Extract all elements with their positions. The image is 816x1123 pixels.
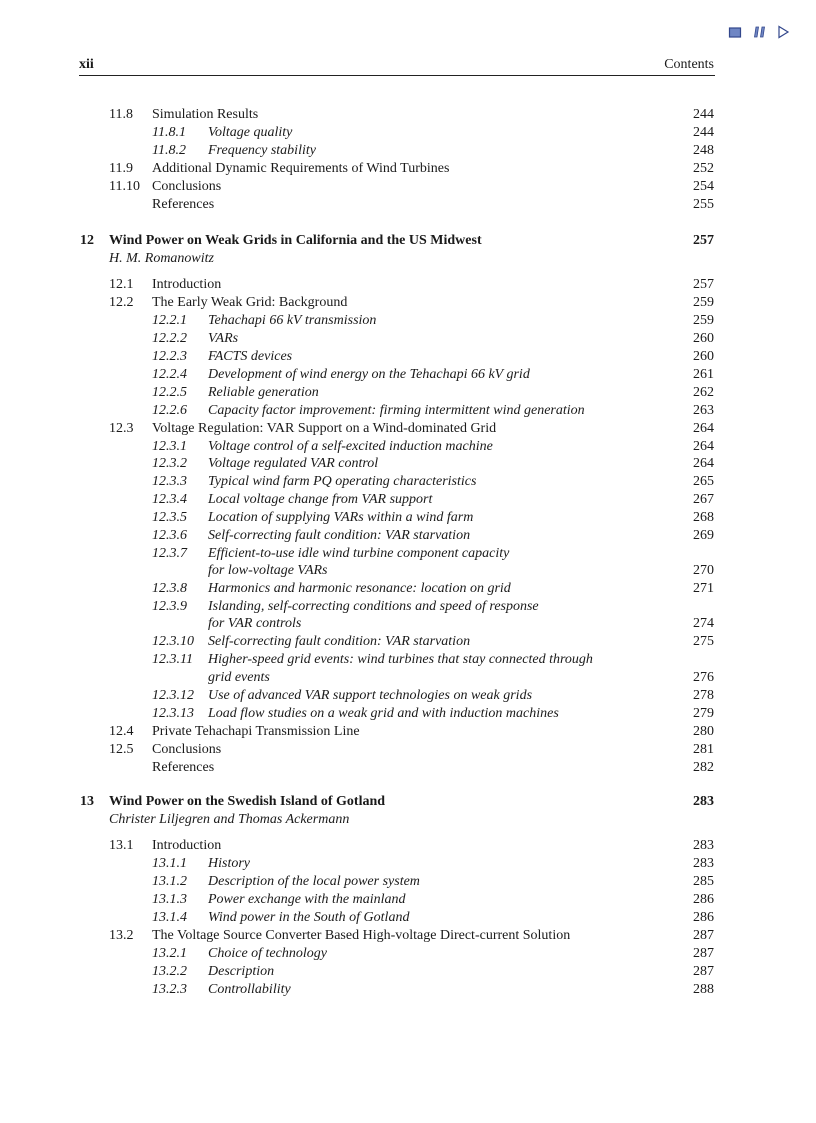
entry-number: 12.3.5 (152, 510, 187, 525)
entry-page-number: 261 (693, 367, 714, 382)
entry-page-number: 287 (693, 928, 714, 943)
entry-page-number: 286 (693, 910, 714, 925)
entry-title: Reliable generation (208, 385, 319, 400)
entry-page-number: 265 (693, 474, 714, 489)
entry-page-number: 264 (693, 439, 714, 454)
entry-number: 12.2.3 (152, 349, 187, 364)
first-page-icon[interactable] (728, 24, 742, 40)
toc-entry[interactable] (0, 963, 816, 981)
entry-page-number: 276 (693, 670, 714, 685)
entry-number: 12.3.6 (152, 528, 187, 543)
entry-number: 12.3.8 (152, 581, 187, 596)
toc-chapter-entry[interactable] (0, 793, 816, 811)
entry-number: 12.5 (109, 742, 134, 757)
entry-title: Load flow studies on a weak grid and with induction machines (208, 706, 559, 721)
entry-title: Self-correcting fault condition: VAR starvation (208, 528, 471, 543)
entry-page-number: 270 (693, 563, 714, 578)
entry-title: for VAR controls (208, 616, 302, 631)
entry-title: Conclusions (152, 179, 222, 194)
toc-entry[interactable] (0, 491, 816, 509)
toc-entry[interactable] (0, 945, 816, 963)
entry-page-number: 280 (693, 724, 714, 739)
toc-entry[interactable] (0, 420, 816, 438)
toc-entry[interactable] (0, 598, 816, 616)
toc-entry[interactable] (0, 981, 816, 999)
toc-entry[interactable] (0, 106, 816, 124)
entry-title: Introduction (152, 838, 222, 853)
entry-title: Location of supplying VARs within a wind farm (208, 510, 474, 525)
entry-title: Higher-speed grid events: wind turbines that stay connected through (208, 652, 593, 667)
entry-title: FACTS devices (208, 349, 293, 364)
toc-entry[interactable] (0, 562, 816, 580)
entry-title: Typical wind farm PQ operating characteristics (208, 474, 477, 489)
toc-entry[interactable] (0, 294, 816, 312)
entry-title: Self-correcting fault condition: VAR starvation (208, 634, 471, 649)
toc-entry[interactable] (0, 509, 816, 527)
entry-page-number: 254 (693, 179, 714, 194)
entry-page-number: 275 (693, 634, 714, 649)
entry-number: 12.2.5 (152, 385, 187, 400)
entry-number: 11.9 (109, 161, 133, 176)
toc-entry[interactable] (0, 837, 816, 855)
toc-entry[interactable] (0, 669, 816, 687)
entry-number: 12.2 (109, 295, 134, 310)
entry-page-number: 264 (693, 456, 714, 471)
entry-number: 12.3.12 (152, 688, 194, 703)
entry-page-number: 260 (693, 331, 714, 346)
entry-title: Description of the local power system (208, 874, 420, 889)
page-number: xii (79, 57, 94, 72)
entry-title: Description (208, 964, 275, 979)
entry-page-number: 260 (693, 349, 714, 364)
entry-number: 12.2.6 (152, 403, 187, 418)
entry-number: 12.3.3 (152, 474, 187, 489)
entry-page-number: 257 (693, 233, 714, 248)
entry-page-number: 278 (693, 688, 714, 703)
entry-title: Conclusions (152, 742, 222, 757)
toc-entry[interactable] (0, 741, 816, 759)
entry-number: 11.10 (109, 179, 140, 194)
entry-number: 12.3.1 (152, 439, 187, 454)
entry-number: 13.2.2 (152, 964, 187, 979)
entry-title: Harmonics and harmonic resonance: location on grid (208, 581, 511, 596)
toc-entry[interactable] (0, 160, 816, 178)
viewer-nav-controls (726, 24, 792, 40)
entry-page-number: 244 (693, 107, 714, 122)
entry-number: 12 (80, 233, 94, 248)
entry-page-number: 287 (693, 964, 714, 979)
entry-number: 12.2.4 (152, 367, 187, 382)
entry-title: Tehachapi 66 kV transmission (208, 313, 377, 328)
entry-number: 12.3.4 (152, 492, 187, 507)
toc-entry[interactable] (0, 891, 816, 909)
entry-title: Choice of technology (208, 946, 327, 961)
toc-author-line (0, 250, 816, 268)
entry-number: 12.4 (109, 724, 134, 739)
entry-number: 13.1.2 (152, 874, 187, 889)
toc-entry[interactable] (0, 580, 816, 598)
entry-title: Efficient-to-use idle wind turbine component capacity (208, 546, 510, 561)
entry-title: VARs (208, 331, 239, 346)
entry-page-number: 281 (693, 742, 714, 757)
entry-page-number: 259 (693, 313, 714, 328)
entry-page-number: 283 (693, 856, 714, 871)
toc-entry[interactable] (0, 455, 816, 473)
entry-page-number: 283 (693, 838, 714, 853)
entry-number: 11.8.1 (152, 125, 186, 140)
page-header (79, 55, 715, 76)
play-icon[interactable] (776, 24, 790, 40)
entry-number: 12.3.7 (152, 546, 187, 561)
entry-title: References (152, 760, 215, 775)
entry-page-number: 259 (693, 295, 714, 310)
entry-page-number: 257 (693, 277, 714, 292)
entry-title: Wind Power on the Swedish Island of Gotland (109, 794, 386, 809)
entry-number: 12.3 (109, 421, 134, 436)
entry-title: References (152, 197, 215, 212)
entry-title: for low-voltage VARs (208, 563, 328, 578)
chapter-authors: Christer Liljegren and Thomas Ackermann (109, 812, 350, 827)
chapter-authors: H. M. Romanowitz (109, 251, 214, 266)
entry-number: 11.8 (109, 107, 133, 122)
entry-page-number: 279 (693, 706, 714, 721)
toc-entry[interactable] (0, 927, 816, 945)
entry-number: 13.1.3 (152, 892, 187, 907)
entry-number: 12.3.13 (152, 706, 194, 721)
entry-title: Voltage control of a self-excited induction machine (208, 439, 493, 454)
entry-number: 13.1 (109, 838, 134, 853)
entry-page-number: 288 (693, 982, 714, 997)
entry-page-number: 286 (693, 892, 714, 907)
toc-entry[interactable] (0, 633, 816, 651)
entry-title: Capacity factor improvement: firming intermittent wind generation (208, 403, 585, 418)
toc-entry[interactable] (0, 366, 816, 384)
entry-page-number: 263 (693, 403, 714, 418)
toc-entry[interactable] (0, 348, 816, 366)
toc-entry[interactable] (0, 312, 816, 330)
toc-author-line (0, 811, 816, 829)
entry-title: Voltage regulated VAR control (208, 456, 379, 471)
entry-title: Additional Dynamic Requirements of Wind Turbines (152, 161, 450, 176)
entry-title: Development of wind energy on the Tehachapi 66 kV grid (208, 367, 530, 382)
entry-title: Simulation Results (152, 107, 259, 122)
entry-title: The Voltage Source Converter Based High-voltage Direct-current Solution (152, 928, 571, 943)
entry-page-number: 262 (693, 385, 714, 400)
entry-number: 12.1 (109, 277, 134, 292)
entry-number: 13.1.1 (152, 856, 187, 871)
entry-number: 12.2.2 (152, 331, 187, 346)
entry-title: The Early Weak Grid: Background (152, 295, 348, 310)
entry-number: 12.3.11 (152, 652, 193, 667)
entry-page-number: 274 (693, 616, 714, 631)
entry-page-number: 269 (693, 528, 714, 543)
entry-page-number: 264 (693, 421, 714, 436)
entry-page-number: 287 (693, 946, 714, 961)
entry-title: grid events (208, 670, 270, 685)
toc-entry[interactable] (0, 705, 816, 723)
pause-icon[interactable] (752, 24, 766, 40)
entry-page-number: 267 (693, 492, 714, 507)
running-title: Contents (664, 57, 714, 72)
entry-number: 11.8.2 (152, 143, 186, 158)
entry-number: 12.3.9 (152, 599, 187, 614)
toc-entry[interactable] (0, 873, 816, 891)
toc-entry[interactable] (0, 759, 816, 777)
entry-title: Use of advanced VAR support technologies on weak grids (208, 688, 533, 703)
entry-number: 13 (80, 794, 94, 809)
toc-entry[interactable] (0, 909, 816, 927)
toc-entry[interactable] (0, 855, 816, 873)
entry-number: 12.3.10 (152, 634, 194, 649)
entry-title: History (208, 856, 250, 871)
toc-entry[interactable] (0, 438, 816, 456)
toc-entry[interactable] (0, 651, 816, 669)
entry-page-number: 283 (693, 794, 714, 809)
entry-page-number: 252 (693, 161, 714, 176)
entry-title: Islanding, self-correcting conditions and speed of response (208, 599, 539, 614)
entry-number: 13.1.4 (152, 910, 187, 925)
toc-entry[interactable] (0, 196, 816, 214)
toc-entry[interactable] (0, 687, 816, 705)
entry-title: Introduction (152, 277, 222, 292)
entry-page-number: 282 (693, 760, 714, 775)
entry-title: Private Tehachapi Transmission Line (152, 724, 360, 739)
entry-page-number: 255 (693, 197, 714, 212)
entry-page-number: 268 (693, 510, 714, 525)
toc-entry[interactable] (0, 615, 816, 633)
toc-chapter-entry[interactable] (0, 232, 816, 250)
toc-entry[interactable] (0, 723, 816, 741)
entry-number: 12.3.2 (152, 456, 187, 471)
entry-title: Controllability (208, 982, 291, 997)
entry-number: 13.2.3 (152, 982, 187, 997)
toc-entry[interactable] (0, 384, 816, 402)
entry-page-number: 285 (693, 874, 714, 889)
entry-page-number: 244 (693, 125, 714, 140)
toc-entry[interactable] (0, 473, 816, 491)
toc-entry[interactable] (0, 178, 816, 196)
entry-title: Voltage quality (208, 125, 293, 140)
toc-entry[interactable] (0, 124, 816, 142)
entry-title: Voltage Regulation: VAR Support on a Wind-dominated Grid (152, 421, 497, 436)
toc-entry[interactable] (0, 276, 816, 294)
entry-title: Power exchange with the mainland (208, 892, 406, 907)
entry-number: 13.2.1 (152, 946, 187, 961)
entry-title: Wind Power on Weak Grids in California and the US Midwest (109, 233, 482, 248)
entry-title: Local voltage change from VAR support (208, 492, 433, 507)
toc-entry[interactable] (0, 330, 816, 348)
toc-entry[interactable] (0, 545, 816, 563)
entry-title: Wind power in the South of Gotland (208, 910, 410, 925)
entry-page-number: 248 (693, 143, 714, 158)
entry-number: 13.2 (109, 928, 134, 943)
toc-entry[interactable] (0, 142, 816, 160)
entry-page-number: 271 (693, 581, 714, 596)
toc-entry[interactable] (0, 527, 816, 545)
toc-entry[interactable] (0, 402, 816, 420)
entry-number: 12.2.1 (152, 313, 187, 328)
entry-title: Frequency stability (208, 143, 316, 158)
